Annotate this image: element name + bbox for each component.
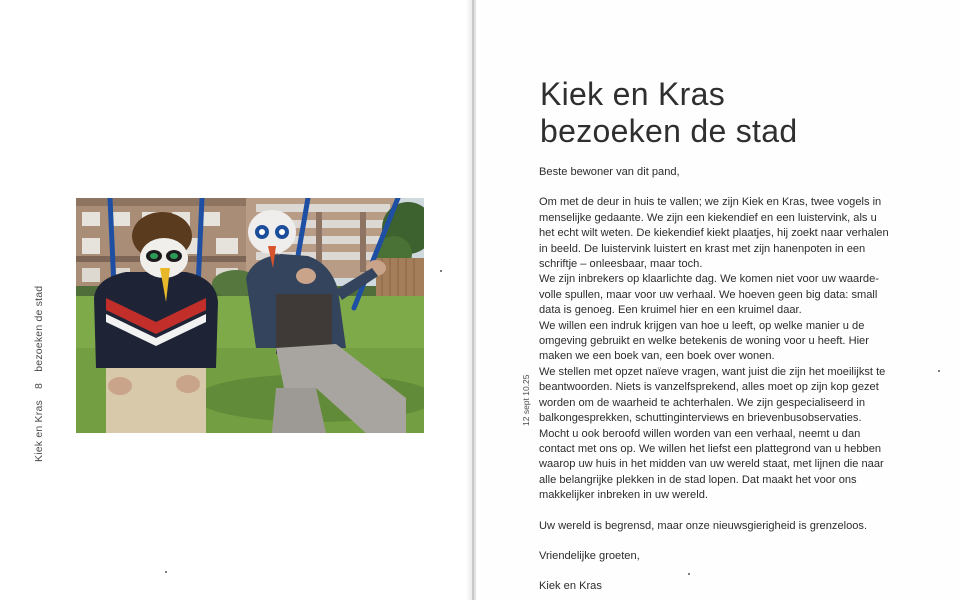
page-title [540,76,900,150]
scan-speck [165,571,167,573]
paragraph-6: Uw wereld is begrensd, maar onze nieuwsgierigheid is grenzeloos. [539,519,868,532]
paragraph-2: We zijn inbrekers op klaarlichte dag. We komen niet voor uw waardevolle spullen, maar voor uw verhaal. We hoeven geen big data: small data is genoeg. Een kruimel hier en een kruimel daar. [539,273,879,317]
letter-body [539,165,895,595]
paragraph-1: Om met de deur in huis te vallen; we zijn Kiek en Kras, twee vogels in menselijke gedaante. We zijn een kiekendief en een luistervink, als u het echt wilt weten. De kiekendief kiekt plaatjes, hij zoekt naar verhalen in beeld. De luistervink luistert en krast met zijn hanenpoten in een schriftje – onleesbaar, maar toch. [539,196,889,271]
spacer [539,180,895,195]
spacer [539,564,895,579]
signature: Kiek en Kras [539,580,602,593]
title-line-1: Kiek en Kras [540,76,726,112]
swing-photo [76,198,424,433]
paragraph-5: Mocht u ook beroofd willen worden van een verhaal, neemt u dan contact met ons op. We willen het liefst een plattegrond van u hebben waarop uw huis in het midden van uw wereld staat, met lijnen die naar alle belangrijke plekken in de stad lopen. Dat maakt het voor ons makkelijker inbreken in uw wereld. [539,427,884,502]
title-line-2: bezoeken de stad [540,113,798,149]
left-page [0,0,472,600]
paragraph-4: We stellen met opzet naïeve vragen, want juist die zijn het moeilijkst te beantwoorden. Niets is vanzelfsprekend, alles moet op zijn kop gezet worden om de waarheid te achterhalen. We zijn gespecialiseerd in balkongesprekken, schuttinginterviews en brievenbusobservaties. [539,365,886,425]
closing: Vriendelijke groeten, [539,549,640,562]
running-subtitle: bezoeken de stad [33,285,45,372]
photo-illustration [76,198,424,433]
running-header-vertical [33,278,45,462]
spacer [539,504,895,519]
page-number: 8 [33,382,45,389]
scan-speck [440,270,442,272]
running-title: Kiek en Kras [33,400,45,462]
salutation: Beste bewoner van dit pand, [539,166,680,178]
date-stamp: 12 sept 10.25 [521,374,531,426]
binding-fold [472,0,474,600]
scan-speck [938,370,940,372]
scan-speck [688,573,690,575]
paragraph-3: We willen een indruk krijgen van hoe u leeft, op welke manier u de omgeving gebruikt en welke betekenis de woning voor u heeft. Hier maken we een boek van, een boek over wonen. [539,319,869,363]
spacer [539,534,895,549]
